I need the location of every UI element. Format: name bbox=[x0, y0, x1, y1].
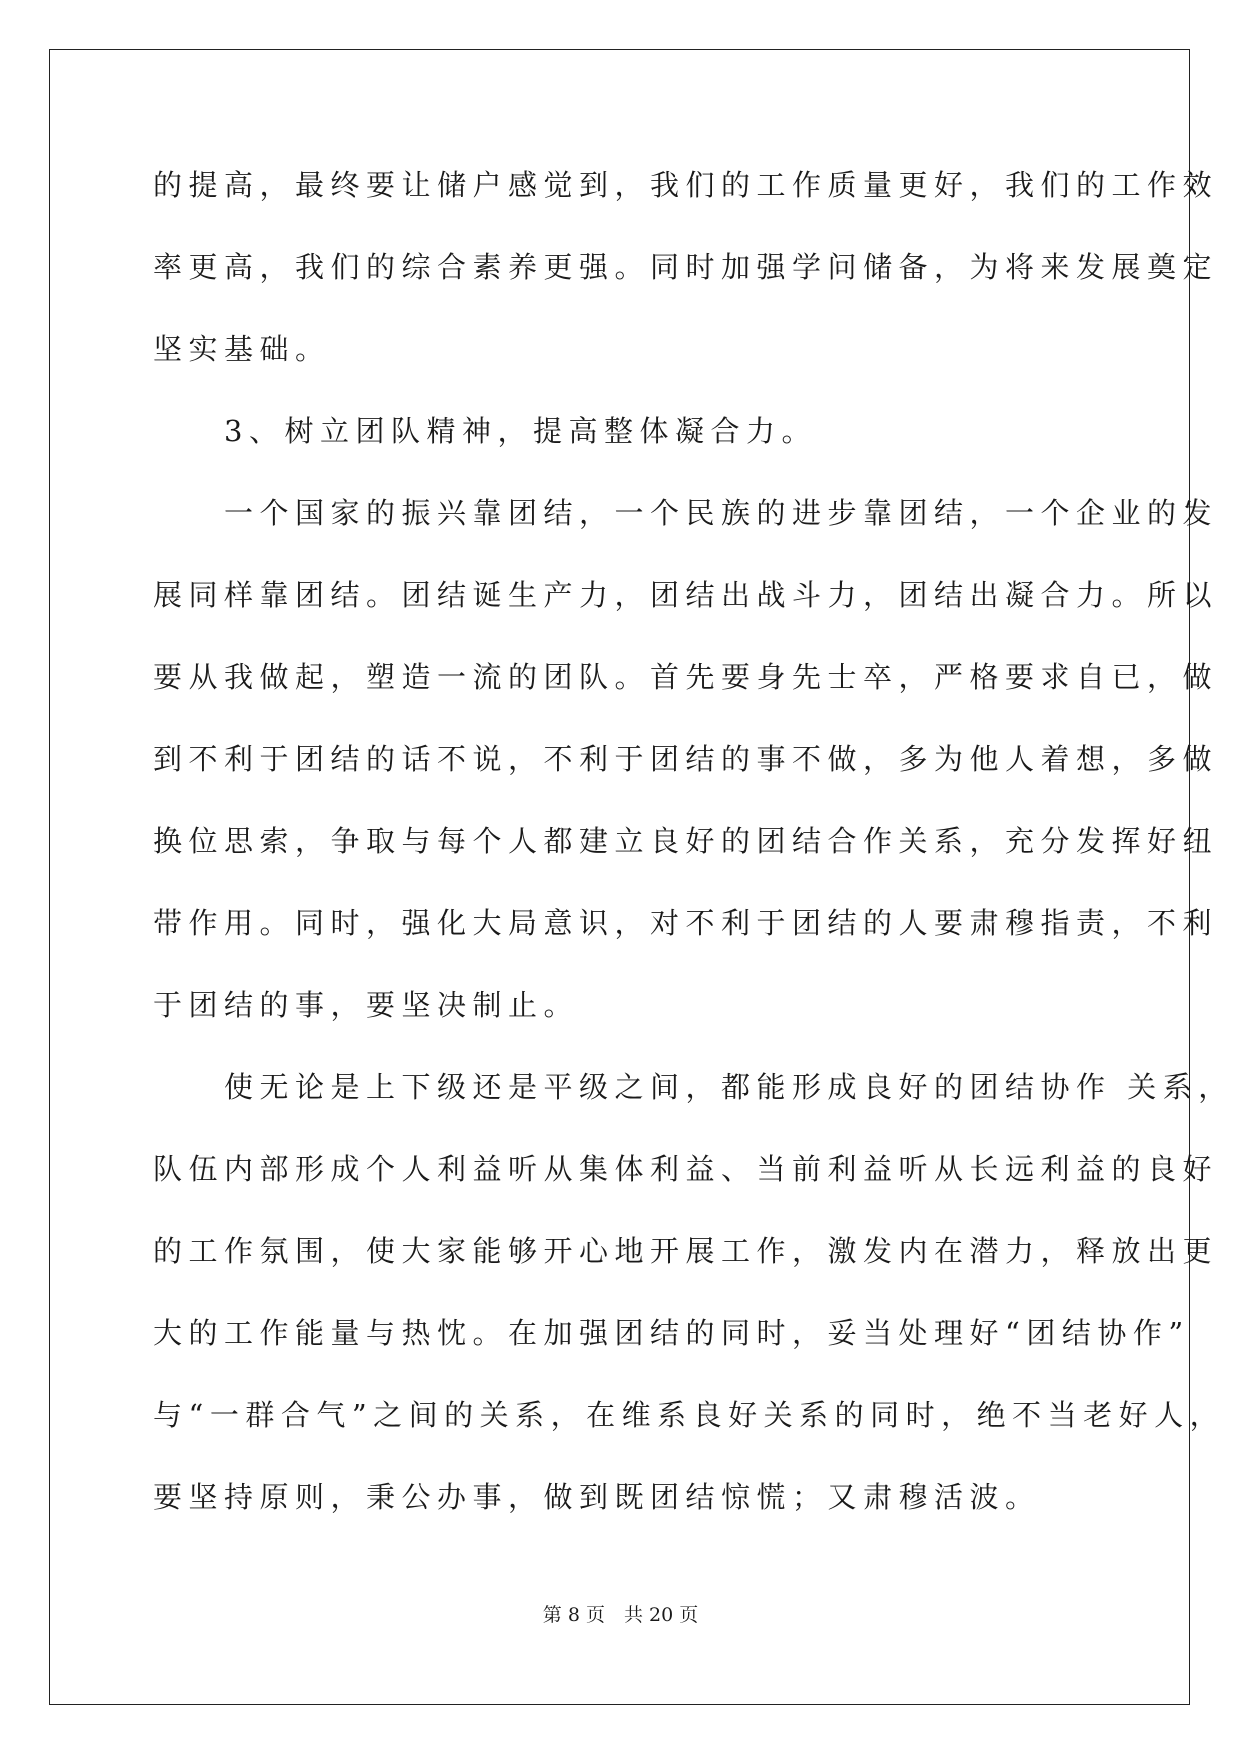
text-line: 队伍内部形成个人利益听从集体利益、当前利益听从长远利益的良好 bbox=[153, 1152, 1219, 1186]
text-line: 带作用。同时，强化大局意识，对不利于团结的人要肃穆指责，不利 bbox=[153, 906, 1219, 940]
text-line: 要坚持原则，秉公办事，做到既团结惊慌；又肃穆活波。 bbox=[153, 1480, 1041, 1514]
text-line: 率更高，我们的综合素养更强。同时加强学问储备，为将来发展奠定 bbox=[153, 250, 1219, 284]
text-line: 3、树立团队精神，提高整体凝合力。 bbox=[153, 414, 817, 448]
text-line: 一个国家的振兴靠团结，一个民族的进步靠团结，一个企业的发 bbox=[153, 496, 1219, 530]
text-line: 换位思索，争取与每个人都建立良好的团结合作关系，充分发挥好纽 bbox=[153, 824, 1219, 858]
text-line: 大的工作能量与热忱。在加强团结的同时，妥当处理好“团结协作” bbox=[153, 1316, 1190, 1350]
text-line: 展同样靠团结。团结诞生产力，团结出战斗力，团结出凝合力。所以 bbox=[153, 578, 1219, 612]
text-line: 要从我做起，塑造一流的团队。首先要身先士卒，严格要求自已，做 bbox=[153, 660, 1219, 694]
text-line: 与“一群合气”之间的关系，在维系良好关系的同时，绝不当老好人， bbox=[153, 1398, 1226, 1432]
text-line: 坚实基础。 bbox=[153, 332, 331, 366]
text-line: 使无论是上下级还是平级之间，都能形成良好的团结协作 关系， bbox=[153, 1070, 1234, 1104]
text-line: 到不利于团结的话不说，不利于团结的事不做，多为他人着想，多做 bbox=[153, 742, 1219, 776]
text-line: 的提高，最终要让储户感觉到，我们的工作质量更好，我们的工作效 bbox=[153, 168, 1219, 202]
text-line: 的工作氛围，使大家能够开心地开展工作，激发内在潜力，释放出更 bbox=[153, 1234, 1219, 1268]
page-number-footer: 第 8 页 共 20 页 bbox=[542, 1604, 699, 1626]
page-border bbox=[49, 49, 1190, 1705]
text-line: 于团结的事，要坚决制止。 bbox=[153, 988, 580, 1022]
